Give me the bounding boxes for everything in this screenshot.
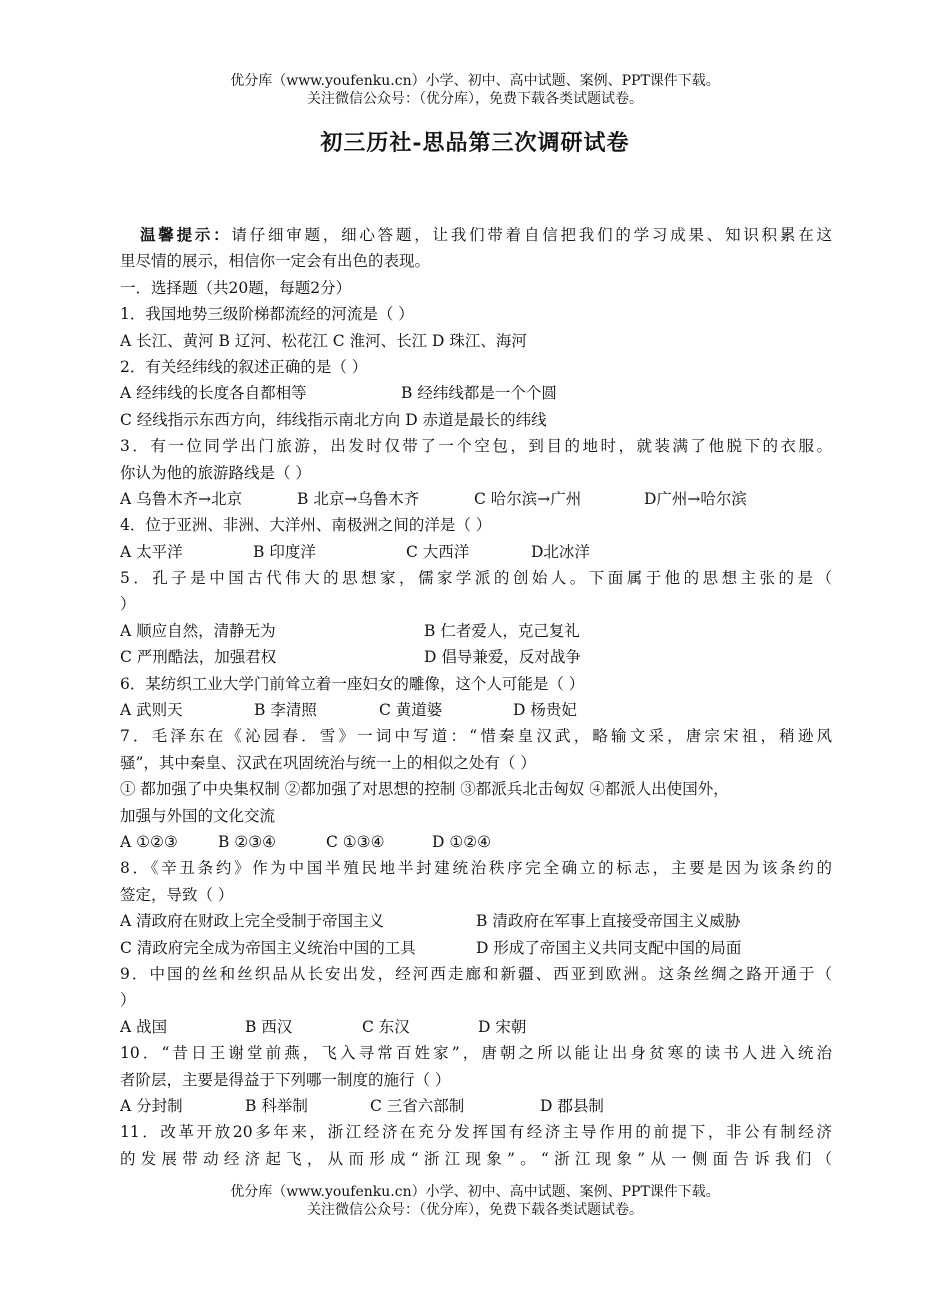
question-8-stem-1: 8．《辛丑条约》作为中国半殖民地半封建统治秩序完全确立的标志，主要是因为该条约的 <box>120 859 832 878</box>
question-2-stem: 2．有关经纬线的叙述正确的是（ ） <box>120 357 368 376</box>
question-11-stem-1: 11．改革开放20多年来，浙江经济在充分发挥国有经济主导作用的前提下，非公有制经济 <box>120 1123 832 1142</box>
question-4-option-b: B 印度洋 <box>253 542 316 561</box>
question-10-stem-1: 10．“昔日王谢堂前燕，飞入寻常百姓家”，唐朝之所以能让出身贫寒的读书人进入统治 <box>120 1044 832 1063</box>
question-5-option-c: C 严刑酷法，加强君权 <box>120 648 277 667</box>
question-5-option-d: D 倡导兼爱，反对战争 <box>424 648 581 667</box>
question-10-option-a: A 分封制 <box>120 1096 183 1115</box>
question-3-option-c: C 哈尔滨→广州 <box>474 489 582 508</box>
footer-line-1: 优分库（www.youfenku.cn）小学、初中、高中试题、案例、PPT课件下载。 <box>230 1184 720 1200</box>
question-9-option-c: C 东汉 <box>362 1017 410 1036</box>
question-7-option-a: A ①②③ <box>120 832 178 851</box>
question-8-options-ab <box>120 908 832 934</box>
question-3-option-b: B 北京→乌鲁木齐 <box>297 489 420 508</box>
question-8-option-d: D 形成了帝国主义共同支配中国的局面 <box>476 938 742 957</box>
question-1-options: A 长江、黄河 B 辽河、松花江 C 淮河、长江 D 珠江、海河 <box>120 331 527 350</box>
question-3-stem-2: 你认为他的旅游路线是（ ） <box>120 463 311 482</box>
question-5-stem-2: ） <box>120 595 136 614</box>
question-6-option-c: C 黄道婆 <box>379 701 443 720</box>
question-8-stem-2: 签定，导致（ ） <box>120 885 234 904</box>
question-6-option-d: D 杨贵妃 <box>513 701 577 720</box>
question-4-stem: 4．位于亚洲、非洲、大洋州、南极洲之间的洋是（ ） <box>120 516 492 535</box>
question-8-options-cd <box>120 935 832 961</box>
page-footer <box>0 1183 950 1219</box>
tip-text-1: 请仔细审题，细心答题，让我们带着自信把我们的学习成果、知识积累在这 <box>231 226 832 244</box>
question-10-option-c: C 三省六部制 <box>370 1096 465 1115</box>
question-9-stem-1: 9．中国的丝和丝织品从长安出发，经河西走廊和新疆、西亚到欧洲。这条丝绸之路开通于（ <box>120 964 832 983</box>
question-8-option-a: A 清政府在财政上完全受制于帝国主义 <box>120 912 385 931</box>
question-7-stem-2: 骚”，其中秦皇、汉武在巩固统治与统一上的相似之处有（ ） <box>120 753 536 772</box>
exam-content <box>120 222 832 1172</box>
question-5-stem-1: 5．孔子是中国古代伟大的思想家，儒家学派的创始人。下面属于他的思想主张的是（ <box>120 569 832 588</box>
question-6-option-a: A 武则天 <box>120 701 183 720</box>
question-2-option-b: B 经纬线都是一个个圆 <box>401 384 557 403</box>
question-5-options-ab <box>120 618 832 644</box>
question-3-options <box>120 486 832 512</box>
question-10-options <box>120 1093 832 1119</box>
question-3-stem-1: 3．有一位同学出门旅游，出发时仅带了一个空包，到目的地时，就装满了他脱下的衣服。 <box>120 437 832 456</box>
question-9-option-d: D 宋朝 <box>478 1017 527 1036</box>
question-5-options-cd <box>120 644 832 670</box>
tip-label: 温馨提示： <box>140 225 232 244</box>
question-8-option-c: C 清政府完全成为帝国主义统治中国的工具 <box>120 938 416 957</box>
question-10-option-d: D 郡县制 <box>540 1096 604 1115</box>
question-7-option-c: C ①③④ <box>326 832 385 851</box>
question-4-option-d: D北冰洋 <box>531 542 590 561</box>
question-11-stem-2: 的发展带动经济起飞，从而形成“浙江现象”。“浙江现象”从一侧面告诉我们（ <box>120 1149 832 1168</box>
page-header <box>0 72 950 108</box>
question-9-options <box>120 1014 832 1040</box>
question-9-option-b: B 西汉 <box>245 1017 293 1036</box>
tip-line-1 <box>120 222 832 248</box>
question-7-items-1: ① 都加强了中央集权制 ②都加强了对思想的控制 ③都派兵北击匈奴 ④都派人出使国外， <box>120 780 729 799</box>
question-7-stem-1: 7．毛泽东在《沁园春．雪》一词中写道：“惜秦皇汉武，略输文采，唐宗宋祖，稍逊风 <box>120 727 832 746</box>
question-8-option-b: B 清政府在军事上直接受帝国主义威胁 <box>476 912 741 931</box>
question-6-options <box>120 697 832 723</box>
question-4-option-a: A 太平洋 <box>120 542 183 561</box>
question-9-option-a: A 战国 <box>120 1017 168 1036</box>
section-heading: 一．选择题（共20题，每题2分） <box>120 278 352 297</box>
question-6-stem: 6．某纺织工业大学门前耸立着一座妇女的雕像，这个人可能是（ ） <box>120 674 585 693</box>
question-5-option-a: A 顺应自然，清静无为 <box>120 621 276 640</box>
question-10-option-b: B 科举制 <box>245 1096 308 1115</box>
header-line-1: 优分库（www.youfenku.cn）小学、初中、高中试题、案例、PPT课件下载。 <box>230 73 720 89</box>
question-3-option-d: D广州→哈尔滨 <box>644 489 747 508</box>
header-line-2: 关注微信公众号：（优分库），免费下载各类试题试卷。 <box>307 91 643 107</box>
question-7-option-b: B ②③④ <box>218 832 277 851</box>
tip-text-2: 里尽情的展示，相信你一定会有出色的表现。 <box>120 252 431 271</box>
question-3-option-a: A 乌鲁木齐→北京 <box>120 489 243 508</box>
question-4-options <box>120 539 832 565</box>
question-7-items-2: 加强与外国的文化交流 <box>120 806 276 825</box>
question-4-option-c: C 大西洋 <box>406 542 470 561</box>
question-2-options-ab <box>120 380 832 406</box>
footer-line-2: 关注微信公众号：（优分库），免费下载各类试题试卷。 <box>307 1202 643 1218</box>
question-10-stem-2: 者阶层，主要是得益于下列哪一制度的施行（ ） <box>120 1070 451 1089</box>
question-9-stem-2: ） <box>120 991 136 1010</box>
question-1-stem: 1．我国地势三级阶梯都流经的河流是（ ） <box>120 305 414 324</box>
question-7-option-d: D ①②④ <box>432 832 492 851</box>
exam-title: 初三历社-思品第三次调研试卷 <box>320 130 630 156</box>
question-2-option-a: A 经纬线的长度各自都相等 <box>120 384 307 403</box>
question-6-option-b: B 李清照 <box>254 701 317 720</box>
question-5-option-b: B 仁者爱人，克己复礼 <box>424 621 580 640</box>
question-7-options <box>120 829 832 855</box>
question-2-options-cd: C 经线指示东西方向，纬线指示南北方向 D 赤道是最长的纬线 <box>120 410 547 429</box>
